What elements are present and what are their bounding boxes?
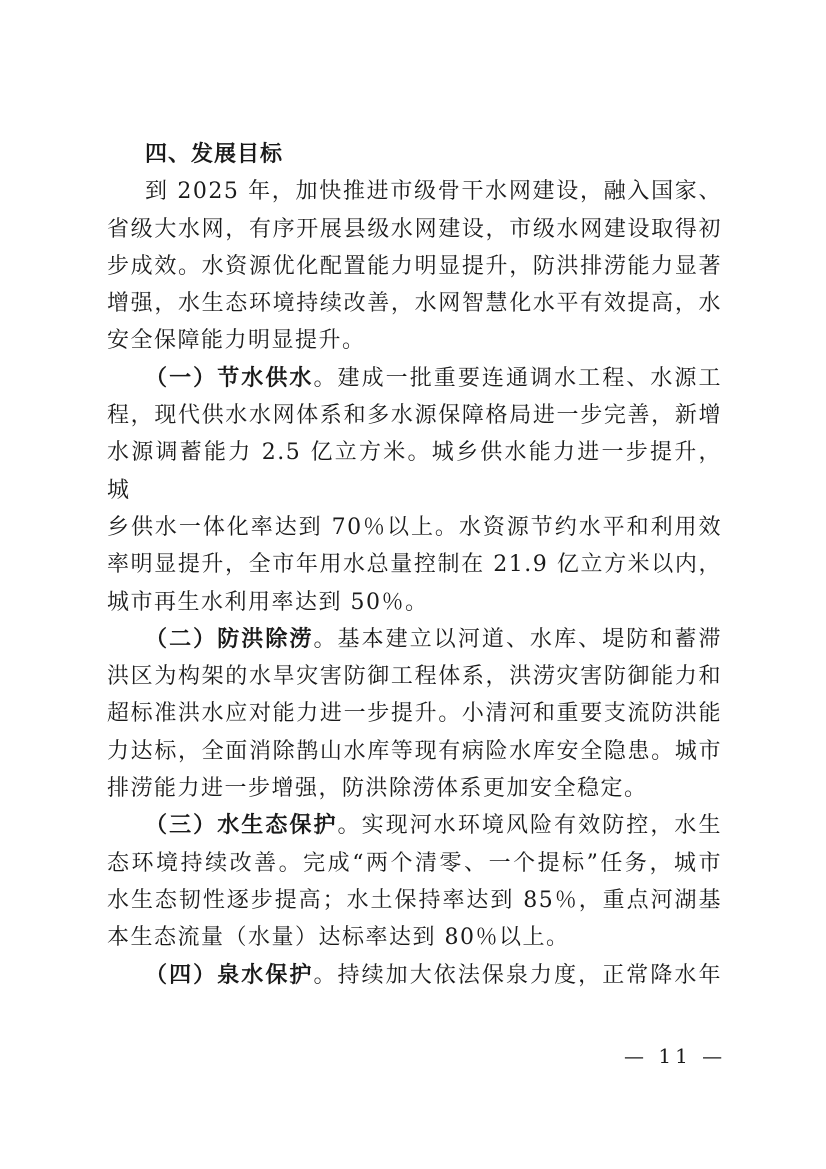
line-text: 本生态流量（水量）达标率达到 80％以上。	[107, 925, 570, 951]
paragraph-line	[107, 807, 722, 844]
paragraph-line	[107, 919, 722, 956]
paragraph-line	[107, 546, 722, 583]
line-text: 态环境持续改善。完成“两个清零、一个提标”任务，城市	[107, 850, 722, 876]
paragraph-lead: （四）泉水保护	[145, 961, 314, 988]
paragraph-line	[107, 621, 722, 658]
paragraph-line	[107, 770, 722, 807]
paragraph-line	[107, 322, 722, 359]
line-text: 力达标，全面消除鹊山水库等现有病险水库安全隐患。城市	[107, 738, 722, 764]
paragraph-lead: （二）防洪除涝	[145, 625, 314, 652]
paragraph-line	[107, 882, 722, 919]
paragraph-line	[107, 211, 722, 248]
paragraph-line	[107, 173, 722, 210]
line-text: 水源调蓄能力 2.5 亿立方米。城乡供水能力进一步提升，城	[107, 440, 722, 503]
paragraph-line	[107, 957, 722, 994]
paragraph-line	[107, 658, 722, 695]
line-text: 城市再生水利用率达到 50％。	[107, 589, 429, 615]
line-text: 安全保障能力明显提升。	[107, 328, 366, 354]
document-body	[107, 136, 722, 994]
line-text: 乡供水一体化率达到 70％以上。水资源节约水平和利用效	[107, 514, 722, 540]
line-text: 率明显提升，全市年用水总量控制在 21.9 亿立方米以内，	[107, 552, 722, 578]
paragraph-line	[107, 248, 722, 285]
paragraph-line	[107, 285, 722, 322]
page-number: — 11 —	[624, 1044, 727, 1068]
line-text: 省级大水网，有序开展县级水网建设，市级水网建设取得初	[107, 216, 722, 242]
line-text: 。实现河水环境风险有效防控，水生	[337, 813, 722, 839]
paragraph-lead: （三）水生态保护	[145, 812, 338, 839]
paragraph-line	[107, 434, 722, 509]
line-text: 步成效。水资源优化配置能力明显提升，防洪排涝能力显著	[107, 253, 722, 279]
line-text: 。基本建立以河道、水库、堤防和蓄滞	[313, 626, 722, 652]
line-text: 增强，水生态环境持续改善，水网智慧化水平有效提高，水	[107, 291, 722, 317]
paragraph-line	[107, 695, 722, 732]
paragraph-line	[107, 509, 722, 546]
line-text: 。建成一批重要连通调水工程、水源工	[313, 365, 722, 391]
paragraph-line	[107, 733, 722, 770]
line-text: 水生态韧性逐步提高；水土保持率达到 85％，重点河湖基	[107, 887, 722, 913]
paragraph-line	[107, 845, 722, 882]
line-text: 程，现代供水水网体系和多水源保障格局进一步完善，新增	[107, 403, 722, 429]
paragraph-lead: （一）节水供水	[145, 364, 314, 391]
line-text: 到 2025 年，加快推进市级骨干水网建设，融入国家、	[145, 179, 722, 205]
line-text: 。持续加大依法保泉力度，正常降水年	[313, 962, 722, 988]
line-text: 排涝能力进一步增强，防洪除涝体系更加安全稳定。	[107, 776, 648, 802]
line-text: 超标准洪水应对能力进一步提升。小清河和重要支流防洪能	[107, 701, 722, 727]
line-text: 洪区为构架的水旱灾害防御工程体系，洪涝灾害防御能力和	[107, 664, 722, 690]
paragraph-line	[107, 584, 722, 621]
paragraph-line	[107, 360, 722, 397]
paragraph-line	[107, 397, 722, 434]
section-heading: 四、发展目标	[145, 142, 284, 167]
